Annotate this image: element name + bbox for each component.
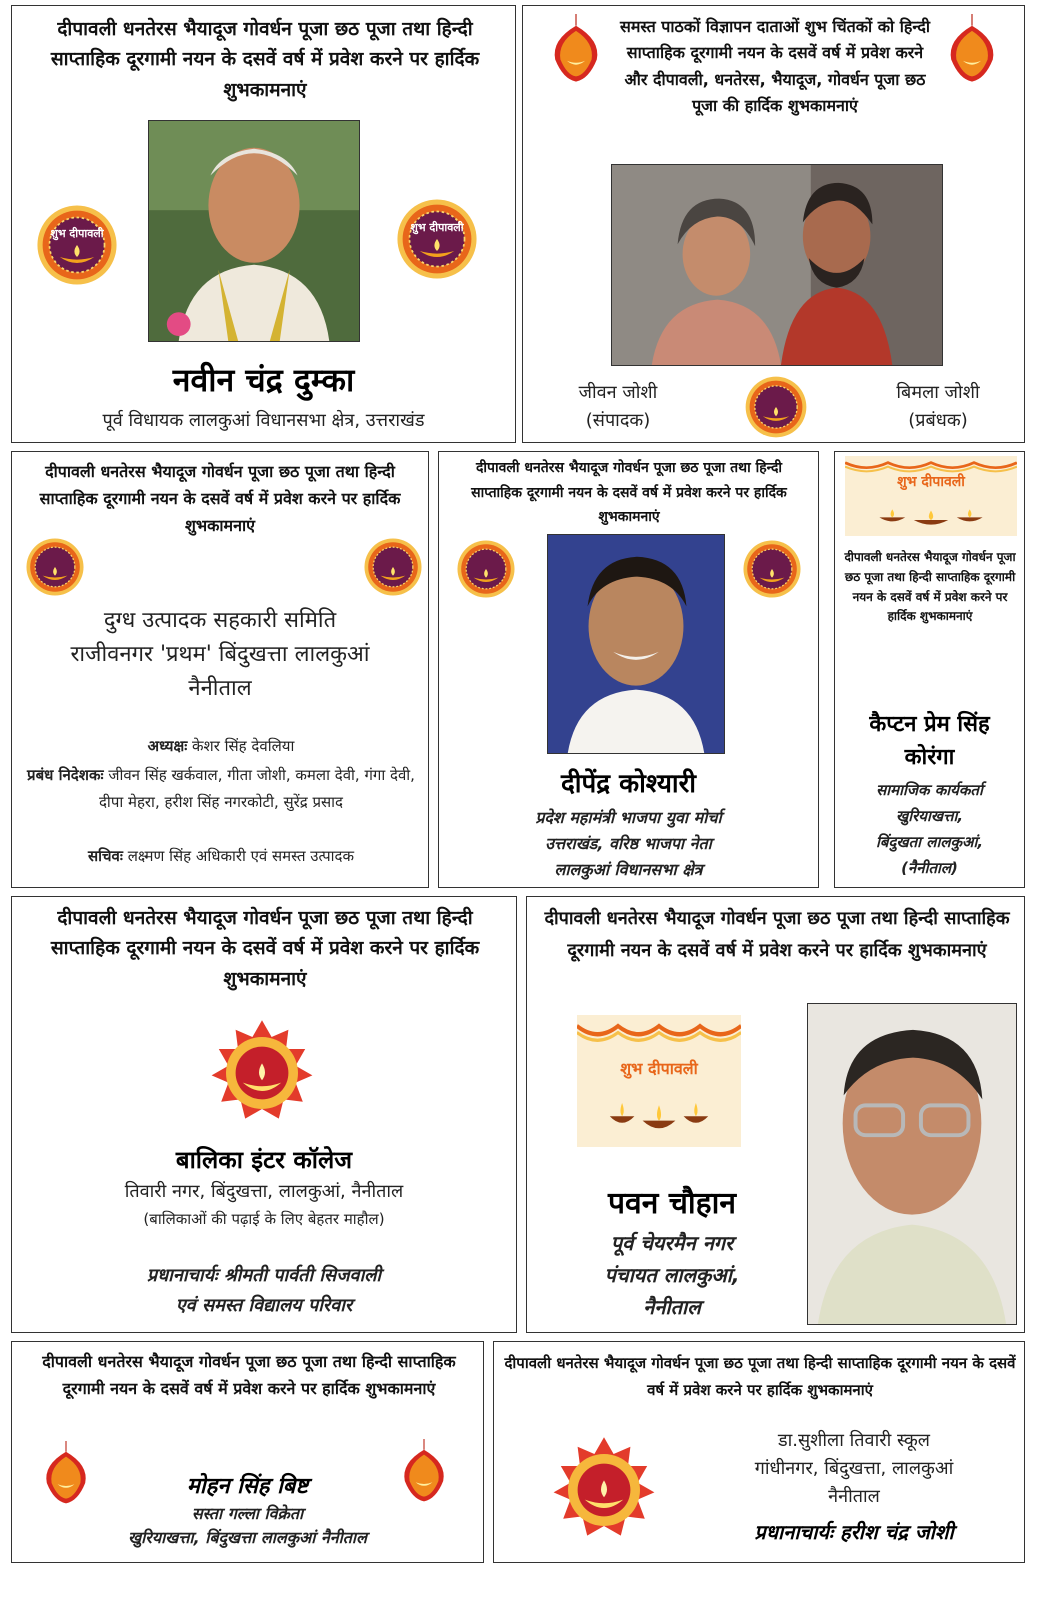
college-tagline: (बालिकाओं की पढ़ाई के लिए बेहतर माहौल) bbox=[143, 1210, 385, 1228]
directors-names: जीवन सिंह खर्कवाल, गीता जोशी, कमला देवी, गंगा देवी, दीपा मेहरा, हरीश सिंह नगरकोटी, सुरेंद्र प्रसाद bbox=[98, 766, 415, 811]
president-label: अध्यक्षः bbox=[147, 737, 188, 755]
principal-name: प्रधानाचार्यः श्रीमती पार्वती सिजवाली bbox=[146, 1265, 382, 1286]
portrait-photo bbox=[148, 120, 360, 342]
ad-sushila-tiwari-school bbox=[493, 1341, 1025, 1563]
manager-role: (प्रबंधक) bbox=[908, 410, 968, 431]
school-name: डा.सुशीला तिवारी स्कूल bbox=[777, 1430, 931, 1451]
diwali-badge-icon bbox=[455, 538, 517, 600]
badge-label: शुभ दीपावली bbox=[410, 221, 464, 234]
ad-balika-inter-college bbox=[11, 896, 517, 1333]
directors-line bbox=[22, 762, 420, 816]
president-line bbox=[22, 736, 420, 756]
person-designation: प्रदेश महामंत्री भाजपा युवा मोर्चा bbox=[535, 808, 722, 827]
ad-heading: दीपावली धनतेरस भैयादूज गोवर्धन पूजा छठ पूजा तथा हिन्दी साप्ताहिक दूरगामी नयन के दसवें वर्ष में प्रवेश करने पर हार्दिक शुभकामनाएं bbox=[50, 18, 480, 101]
portrait-photo bbox=[807, 1003, 1017, 1325]
ad-milk-cooperative bbox=[11, 451, 429, 888]
person-name: दीपेंद्र कोश्यारी bbox=[560, 769, 697, 799]
diwali-badge-icon bbox=[394, 196, 480, 282]
college-address: तिवारी नगर, बिंदुखत्ता, लालकुआं, नैनीताल bbox=[124, 1181, 404, 1202]
school-address: गांधीनगर, बिंदुखत्ता, लालकुआं bbox=[754, 1458, 954, 1479]
person-name: नवीन चंद्र दुम्का bbox=[172, 361, 355, 399]
portrait-photo bbox=[547, 534, 725, 754]
ad-editor-publisher bbox=[522, 5, 1025, 443]
person-name: मोहन सिंह बिष्ट bbox=[186, 1474, 309, 1499]
ad-pawan-chauhan bbox=[526, 896, 1025, 1333]
banner-label: शुभ दीपावली bbox=[897, 474, 965, 490]
school-address: नैनीताल bbox=[828, 1486, 880, 1507]
diwali-badge-icon bbox=[741, 538, 803, 600]
diwali-banner-image bbox=[577, 1015, 741, 1147]
school-family: एवं समस्त विद्यालय परिवार bbox=[175, 1295, 353, 1316]
lamp-mandala-icon bbox=[544, 1430, 664, 1550]
banner-label: शुभ दीपावली bbox=[620, 1059, 698, 1078]
person-designation: पूर्व चेयरमैन नगर bbox=[610, 1231, 734, 1255]
diwali-badge-icon bbox=[24, 536, 86, 598]
manager-name: बिमला जोशी bbox=[896, 382, 980, 403]
diwali-badge-icon bbox=[743, 374, 809, 440]
president-name: केशर सिंह देवलिया bbox=[192, 737, 295, 755]
principal-name: प्रधानाचार्यः हरीश चंद्र जोशी bbox=[754, 1520, 954, 1544]
ad-mohan-singh-bisht bbox=[11, 1341, 484, 1563]
ad-heading: दीपावली धनतेरस भैयादूज गोवर्धन पूजा छठ पूजा तथा हिन्दी साप्ताहिक दूरगामी नयन के दसवें वर्ष में प्रवेश करने पर हार्दिक शुभकामनाएं bbox=[544, 908, 1010, 962]
person-designation: पूर्व विधायक लालकुआं विधानसभा क्षेत्र, उत्तराखंड bbox=[102, 410, 425, 431]
ad-heading: दीपावली धनतेरस भैयादूज गोवर्धन पूजा छठ पूजा तथा हिन्दी साप्ताहिक दूरगामी नयन के दसवें वर्ष में प्रवेश करने पर हार्दिक शुभकामनाएं bbox=[42, 1352, 456, 1399]
ad-deependra-koshyari bbox=[438, 451, 819, 888]
lantern-icon bbox=[543, 14, 609, 92]
person-name: कैप्टन प्रेम सिंह कोरंगा bbox=[869, 712, 990, 770]
ad-naveen-chandra-dumka bbox=[11, 5, 516, 443]
editor-role: (संपादक) bbox=[585, 410, 651, 431]
couple-photo bbox=[611, 164, 943, 366]
secretary-line bbox=[22, 846, 420, 866]
ad-prem-singh-koranga bbox=[834, 451, 1025, 888]
person-name: पवन चौहान bbox=[608, 1186, 736, 1221]
person-designation: सामाजिक कार्यकर्ता bbox=[876, 781, 983, 799]
person-designation: लालकुआं विधानसभा क्षेत्र bbox=[554, 860, 703, 879]
diwali-badge-icon bbox=[34, 202, 120, 288]
college-name: बालिका इंटर कॉलेज bbox=[175, 1146, 353, 1174]
person-designation: सस्ता गल्ला विक्रेता bbox=[191, 1504, 304, 1523]
ad-heading: दीपावली धनतेरस भैयादूज गोवर्धन पूजा छठ पूजा तथा हिन्दी साप्ताहिक दूरगामी नयन के दसवें वर्ष में प्रवेश करने पर हार्दिक शुभकामनाएं bbox=[504, 1354, 1016, 1399]
person-address: (नैनीताल) bbox=[901, 859, 958, 877]
lamp-mandala-icon bbox=[202, 1013, 322, 1133]
org-name-line: दुग्ध उत्पादक सहकारी समिति bbox=[103, 608, 337, 633]
org-name-line: राजीवनगर 'प्रथम' बिंदुखत्ता लालकुआं bbox=[70, 642, 370, 667]
person-address: बिंदुखता लालकुआं, bbox=[875, 833, 984, 851]
diwali-badge-icon bbox=[362, 536, 424, 598]
person-address: खुरियाखत्ता, bbox=[895, 807, 964, 825]
ad-heading: दीपावली धनतेरस भैयादूज गोवर्धन पूजा छठ पूजा तथा हिन्दी साप्ताहिक दूरगामी नयन के दसवें वर्ष में प्रवेश करने पर हार्दिक शुभकामनाएं bbox=[50, 907, 480, 990]
directors-label: प्रबंध निदेशकः bbox=[27, 766, 104, 784]
ad-heading: समस्त पाठकों विज्ञापन दाताओं शुभ चिंतकों को हिन्दी साप्ताहिक दूरगामी नयन के दसवें वर्ष में प्रवेश करने और दीपावली, धनतेरस, भैयादूज, गोवर्धन पूजा छठ पूजा की हार्दिक शुभकामनाएं bbox=[620, 17, 930, 116]
badge-label: शुभ दीपावली bbox=[50, 227, 104, 240]
person-address: खुरियाखत्ता, बिंदुखत्ता लालकुआं नैनीताल bbox=[128, 1528, 367, 1547]
secretary-label: सचिवः bbox=[87, 847, 123, 865]
person-designation: उत्तराखंड, वरिष्ठ भाजपा नेता bbox=[545, 834, 712, 853]
lantern-icon bbox=[939, 14, 1005, 92]
ad-heading: दीपावली धनतेरस भैयादूज गोवर्धन पूजा छठ पूजा तथा हिन्दी साप्ताहिक दूरगामी नयन के दसवें वर्ष में प्रवेश करने पर हार्दिक शुभकामनाएं bbox=[471, 460, 787, 525]
secretary-name: लक्ष्मण सिंह अधिकारी एवं समस्त उत्पादक bbox=[127, 847, 355, 865]
ad-heading: दीपावली धनतेरस भैयादूज गोवर्धन पूजा छठ पूजा तथा हिन्दी साप्ताहिक दूरगामी नयन के दसवें वर्ष में प्रवेश करने पर हार्दिक शुभकामनाएं bbox=[39, 462, 401, 536]
editor-name: जीवन जोशी bbox=[578, 382, 658, 403]
person-address: नैनीताल bbox=[643, 1295, 701, 1319]
org-name-line: नैनीताल bbox=[188, 676, 252, 701]
person-designation: पंचायत लालकुआं, bbox=[604, 1263, 740, 1287]
diwali-banner-image bbox=[845, 456, 1017, 536]
ad-heading: दीपावली धनतेरस भैयादूज गोवर्धन पूजा छठ पूजा तथा हिन्दी साप्ताहिक दूरगामी नयन के दसवें वर्ष में प्रवेश करने पर हार्दिक शुभकामनाएं bbox=[844, 550, 1016, 624]
